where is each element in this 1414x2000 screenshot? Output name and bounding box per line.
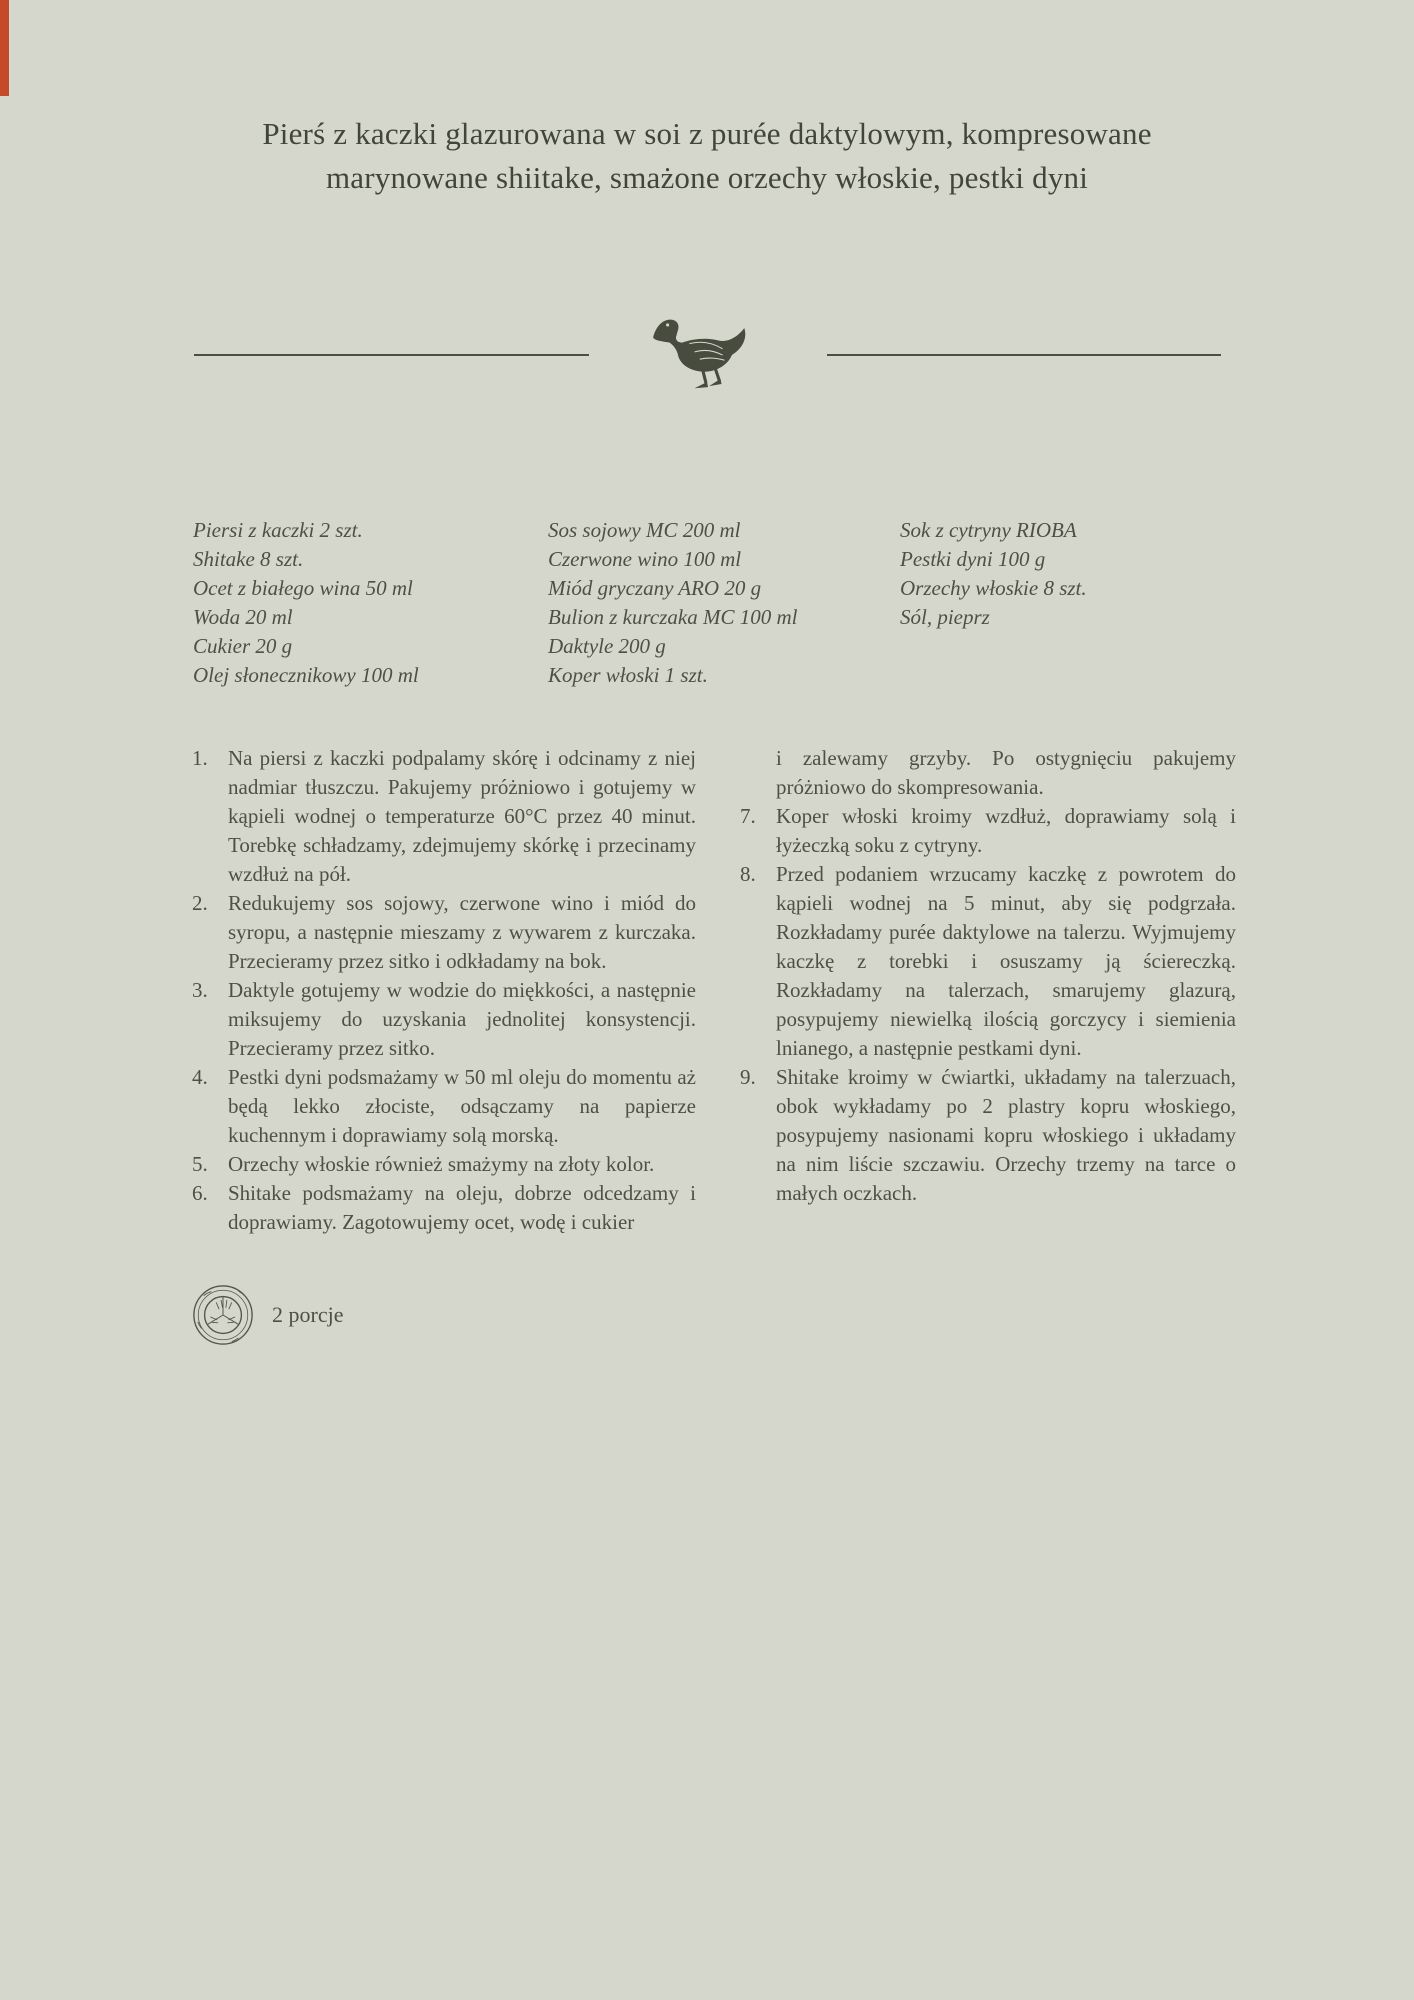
step-number: 8. xyxy=(740,862,756,886)
instruction-step xyxy=(192,1063,696,1150)
ingredient-item: Cukier 20 g xyxy=(193,634,293,658)
ingredient-item: Sok z cytryny RIOBA xyxy=(900,518,1077,542)
step-number: 7. xyxy=(740,804,756,828)
plate-icon xyxy=(191,1283,255,1347)
ingredient-item: Piersi z kaczki 2 szt. xyxy=(193,518,363,542)
divider-rule-right xyxy=(827,354,1221,356)
instruction-step-continuation xyxy=(740,744,1236,802)
ingredient-item: Czerwone wino 100 ml xyxy=(548,547,742,571)
instructions-column-right xyxy=(740,744,1236,1208)
step-number: 9. xyxy=(740,1065,756,1089)
instruction-step xyxy=(192,744,696,889)
step-number: 3. xyxy=(192,978,208,1002)
ingredient-item: Orzechy włoskie 8 szt. xyxy=(900,576,1087,600)
ingredient-item: Pestki dyni 100 g xyxy=(900,547,1046,571)
step-text: Redukujemy sos sojowy, czerwone wino i miód do syropu, a następnie mieszamy z wywarem z kurczaka. Przecieramy przez sitko i odkładamy na bok. xyxy=(228,891,696,973)
instruction-step xyxy=(740,860,1236,1063)
instruction-step xyxy=(740,802,1236,860)
step-number: 6. xyxy=(192,1181,208,1205)
ingredient-item: Miód gryczany ARO 20 g xyxy=(548,576,762,600)
ingredient-item: Bulion z kurczaka MC 100 ml xyxy=(548,605,798,629)
ingredient-item: Sól, pieprz xyxy=(900,605,990,629)
instructions-column-left xyxy=(192,744,696,1237)
step-text: Koper włoski kroimy wzdłuż, doprawiamy solą i łyżeczką soku z cytryny. xyxy=(776,804,1236,857)
instruction-step xyxy=(192,1179,696,1237)
ingredient-item: Woda 20 ml xyxy=(193,605,293,629)
step-number: 4. xyxy=(192,1065,208,1089)
instruction-step xyxy=(192,889,696,976)
recipe-title-line-1: Pierś z kaczki glazurowana w soi z purée daktylowym, kompresowane xyxy=(262,116,1152,151)
ingredient-item: Shitake 8 szt. xyxy=(193,547,304,571)
ingredient-item: Sos sojowy MC 200 ml xyxy=(548,518,741,542)
ingredients-column-1 xyxy=(193,516,419,690)
ingredient-item: Ocet z białego wina 50 ml xyxy=(193,576,413,600)
instruction-step xyxy=(192,976,696,1063)
step-number: 1. xyxy=(192,746,208,770)
step-text: i zalewamy grzyby. Po ostygnięciu pakujemy próżniowo do skompresowania. xyxy=(776,746,1236,799)
step-text: Orzechy włoskie również smażymy na złoty kolor. xyxy=(228,1152,655,1176)
recipe-title xyxy=(0,112,1414,200)
step-text: Daktyle gotujemy w wodzie do miękkości, a następnie miksujemy do uzyskania jednolitej konsystencji. Przecieramy przez sitko. xyxy=(228,978,696,1060)
step-text: Shitake podsmażamy na oleju, dobrze odcedzamy i doprawiamy. Zagotowujemy ocet, wodę i cukier xyxy=(228,1181,696,1234)
step-text: Pestki dyni podsmażamy w 50 ml oleju do momentu aż będą lekko złociste, odsączamy na papierze kuchennym i doprawiamy solą morską. xyxy=(228,1065,696,1147)
step-number: 2. xyxy=(192,891,208,915)
ingredients-column-2 xyxy=(548,516,797,690)
ingredients-column-3 xyxy=(900,516,1087,632)
divider-rule-left xyxy=(194,354,589,356)
recipe-title-line-2: marynowane shiitake, smażone orzechy włoskie, pestki dyni xyxy=(325,160,1089,195)
ingredient-item: Koper włoski 1 szt. xyxy=(548,663,708,687)
page-edge-tab xyxy=(0,0,9,96)
step-text: Przed podaniem wrzucamy kaczkę z powrotem do kąpieli wodnej na 5 minut, aby się podgrzała. Rozkładamy purée daktylowe na talerzu. Wyjmujemy kaczkę z torebki i osuszamy ją ściereczką. Rozkładamy na talerzach, smarujemy glazurą, posypujemy niewielką ilością gorczycy i siemienia lnianego, a następnie pestkami dyni. xyxy=(776,862,1236,1060)
step-text: Shitake kroimy w ćwiartki, układamy na talerzuach, obok wykładamy po 2 plastry kopru włoskiego, posypujemy nasionami kopru włoskiego i układamy na nim liście szczawiu. Orzechy trzemy na tarce o małych oczkach. xyxy=(776,1065,1236,1205)
instruction-step xyxy=(192,1150,696,1179)
duck-icon xyxy=(650,310,764,398)
step-number: 5. xyxy=(192,1152,208,1176)
ingredient-item: Daktyle 200 g xyxy=(548,634,666,658)
instruction-step xyxy=(740,1063,1236,1208)
servings-label: 2 porcje xyxy=(272,1302,344,1327)
step-text: Na piersi z kaczki podpalamy skórę i odcinamy z niej nadmiar tłuszczu. Pakujemy próżniowo i gotujemy w kąpieli wodnej o temperaturze 60°C przez 40 minut. Torebkę schładzamy, zdejmujemy skórkę i przecinamy wzdłuż na pół. xyxy=(228,746,696,886)
ingredient-item: Olej słonecznikowy 100 ml xyxy=(193,663,419,687)
